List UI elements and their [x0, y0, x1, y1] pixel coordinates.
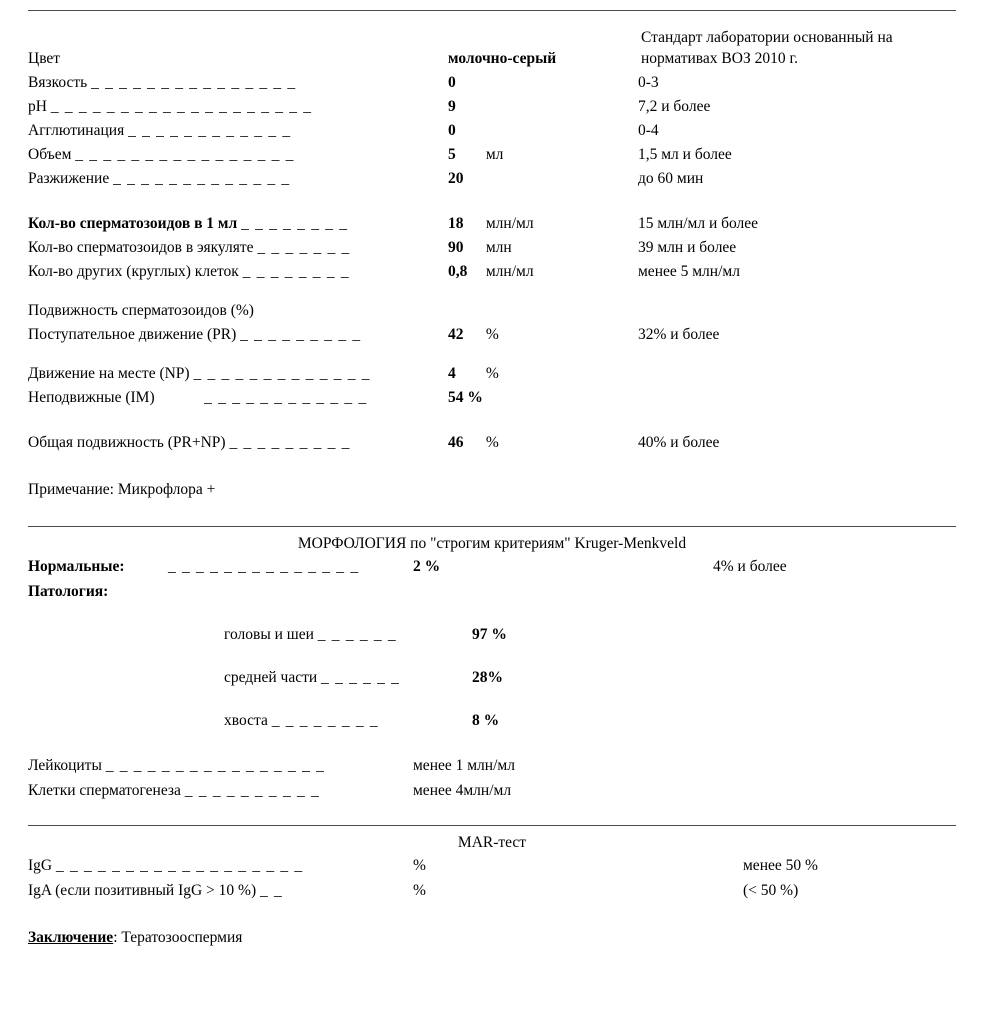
row-norm: 40% и более	[638, 434, 720, 452]
row-dots: _ _ _ _ _ _ _ _ _ _ _ _ _ _ _ _	[75, 146, 295, 164]
row-norm: до 60 мин	[638, 170, 704, 188]
morphology-title: МОРФОЛОГИЯ по "строгим критериям" Kruger-Menkveld	[297, 535, 687, 553]
row-label: Разжижение	[28, 170, 110, 188]
table-row	[28, 95, 956, 119]
row-dots: _ _ _ _ _ _ _ _ _ _ _ _	[158, 389, 368, 407]
row-label: Лейкоциты	[28, 757, 102, 775]
conclusion-line	[0, 926, 984, 949]
row-dots: _ _ _ _ _ _ _ _	[271, 711, 379, 729]
row-value: 18	[448, 215, 464, 233]
row-norm: 0-3	[638, 74, 659, 92]
row-dots: _ _ _ _ _ _ _ _ _ _ _ _ _ _ _ _	[105, 757, 326, 775]
row-label: хвоста	[224, 711, 268, 729]
table-row	[28, 260, 956, 284]
row-label: Вязкость	[28, 74, 88, 92]
row-value: %	[413, 857, 426, 875]
row-value: 8 %	[472, 711, 500, 729]
row-value: 4	[448, 365, 456, 383]
morphology-divider	[28, 526, 956, 527]
conclusion-separator: :	[113, 928, 122, 946]
row-dots: _ _ _ _ _ _	[321, 668, 401, 686]
row-label: Агглютинация	[28, 122, 125, 140]
row-label: Цвет	[28, 50, 61, 67]
row-value: %	[413, 882, 426, 900]
row-dots: _ _ _ _ _ _ _ _ _	[229, 434, 351, 452]
row-label: Кол-во сперматозоидов в эякуляте	[28, 239, 254, 257]
row-norm: менее 5 млн/мл	[638, 263, 740, 281]
row-unit: %	[485, 434, 499, 452]
table-row	[28, 709, 956, 734]
table-row	[28, 879, 956, 904]
row-label: Неподвижные (IM)	[28, 389, 155, 407]
table-row	[28, 119, 956, 143]
table-row	[28, 666, 956, 691]
motility-section-title	[28, 299, 956, 323]
table-row	[28, 362, 956, 386]
normal-norm: 4% и более	[713, 558, 787, 576]
mar-title: MAR-тест	[457, 834, 527, 852]
row-unit: млн/мл	[485, 215, 534, 233]
motility-title: Подвижность сперматозоидов (%)	[28, 302, 254, 320]
row-value: 0,8	[448, 263, 468, 281]
row-norm: 15 млн/мл и более	[638, 215, 759, 233]
row-label: Клетки сперматогенеза	[28, 782, 181, 800]
row-label: IgA (если позитивный IgG > 10 %)	[28, 882, 257, 900]
row-label: IgG	[28, 857, 53, 875]
semen-analysis-report	[0, 10, 984, 1010]
row-value: 0	[448, 74, 456, 92]
row-value: 28%	[472, 668, 503, 686]
row-norm: 1,5 мл и более	[638, 146, 732, 164]
spacer	[28, 284, 956, 299]
row-norm: 7,2 и более	[638, 98, 711, 116]
row-label: средней части	[224, 668, 318, 686]
table-row	[28, 854, 956, 879]
row-unit: %	[485, 326, 499, 344]
morphology-block	[0, 555, 984, 804]
row-value: 97 %	[472, 626, 507, 644]
row-dots: _ _ _ _ _ _	[317, 626, 397, 644]
row-value: 9	[448, 98, 456, 116]
note-line: Примечание: Микрофлора +	[28, 481, 216, 499]
row-label: Общая подвижность (PR+NP)	[28, 434, 226, 452]
row-value: 46	[448, 434, 464, 452]
row-value: 54	[448, 389, 464, 407]
row-norm: 0-4	[638, 122, 659, 140]
normal-label: Нормальные:	[28, 558, 125, 576]
row-unit: %	[467, 389, 483, 407]
standard-header: Стандарт лаборатории основанный на нормативах ВОЗ 2010 г.	[641, 29, 893, 67]
row-norm: 32% и более	[638, 326, 720, 344]
row-unit: млн	[485, 239, 512, 257]
spacer	[28, 191, 956, 212]
row-dots: _ _ _ _ _ _ _ _ _ _ _ _ _ _ _ _ _ _ _	[50, 98, 313, 116]
row-dots: _ _ _ _ _ _ _ _	[241, 215, 349, 233]
row-dots: _ _ _ _ _ _ _	[257, 239, 351, 257]
row-label: головы и шеи	[224, 626, 314, 644]
table-row	[28, 754, 956, 779]
row-label: pH	[28, 98, 47, 116]
spacer	[0, 804, 984, 819]
row-dots: _ _ _ _ _ _ _ _ _ _ _ _ _ _ _ _ _ _	[55, 857, 304, 875]
row-label: Объем	[28, 146, 72, 164]
table-row	[28, 143, 956, 167]
row-dots: _ _ _ _ _ _ _ _ _ _ _ _ _ _ _	[91, 74, 297, 92]
conclusion-label: Заключение	[28, 928, 114, 946]
row-value: 5	[448, 146, 456, 164]
row-label: Кол-во других (круглых) клеток	[28, 263, 239, 281]
spacer	[28, 347, 956, 362]
table-row	[28, 431, 956, 455]
table-row	[28, 71, 956, 95]
table-row	[28, 167, 956, 191]
row-unit: мл	[485, 146, 504, 164]
spacer	[28, 410, 956, 431]
row-value: менее 4млн/мл	[413, 782, 512, 800]
row-dots: _ _ _ _ _ _ _ _	[242, 263, 350, 281]
row-dots: _ _ _ _ _ _ _ _ _ _ _ _ _	[113, 170, 291, 188]
pathology-label: Патология:	[28, 583, 109, 601]
table-row	[28, 779, 956, 804]
table-row	[28, 323, 956, 347]
normal-value: 2 %	[413, 558, 441, 576]
row-label: Поступательное движение (PR)	[28, 326, 237, 344]
conclusion-value: Тератозооспермия	[121, 928, 243, 946]
row-dots: _ _ _ _ _ _ _ _ _ _ _ _	[128, 122, 292, 140]
normal-dots: _ _ _ _ _ _ _ _ _ _ _ _ _ _	[168, 558, 360, 576]
row-dots: _ _ _ _ _ _ _ _ _ _ _ _ _	[193, 365, 371, 383]
table-row	[28, 623, 956, 648]
pathology-heading-row	[28, 580, 956, 605]
row-norm: (< 50 %)	[743, 882, 799, 900]
row-dots: _ _	[260, 882, 283, 900]
row-dots: _ _ _ _ _ _ _ _ _ _	[184, 782, 320, 800]
spacer	[0, 499, 984, 520]
row-value: менее 1 млн/мл	[413, 757, 515, 775]
row-value: 20	[448, 170, 464, 188]
row-value: молочно-серый	[448, 50, 557, 67]
table-row	[28, 236, 956, 260]
row-norm: 39 млн и более	[638, 239, 737, 257]
general-parameters-block	[0, 47, 984, 455]
row-value: 90	[448, 239, 464, 257]
table-row	[28, 212, 956, 236]
mar-divider	[28, 825, 956, 826]
table-row	[28, 386, 956, 410]
row-unit: %	[485, 365, 499, 383]
row-label: Движение на месте (NP)	[28, 365, 190, 383]
row-value: 42	[448, 326, 464, 344]
table-row	[28, 555, 956, 580]
spacer	[28, 733, 956, 754]
row-dots: _ _ _ _ _ _ _ _ _	[240, 326, 362, 344]
row-label: Кол-во сперматозоидов в 1 мл	[28, 215, 238, 233]
row-norm: менее 50 %	[743, 857, 818, 875]
mar-block	[0, 854, 984, 904]
row-value: 0	[448, 122, 456, 140]
row-unit: млн/мл	[485, 263, 534, 281]
